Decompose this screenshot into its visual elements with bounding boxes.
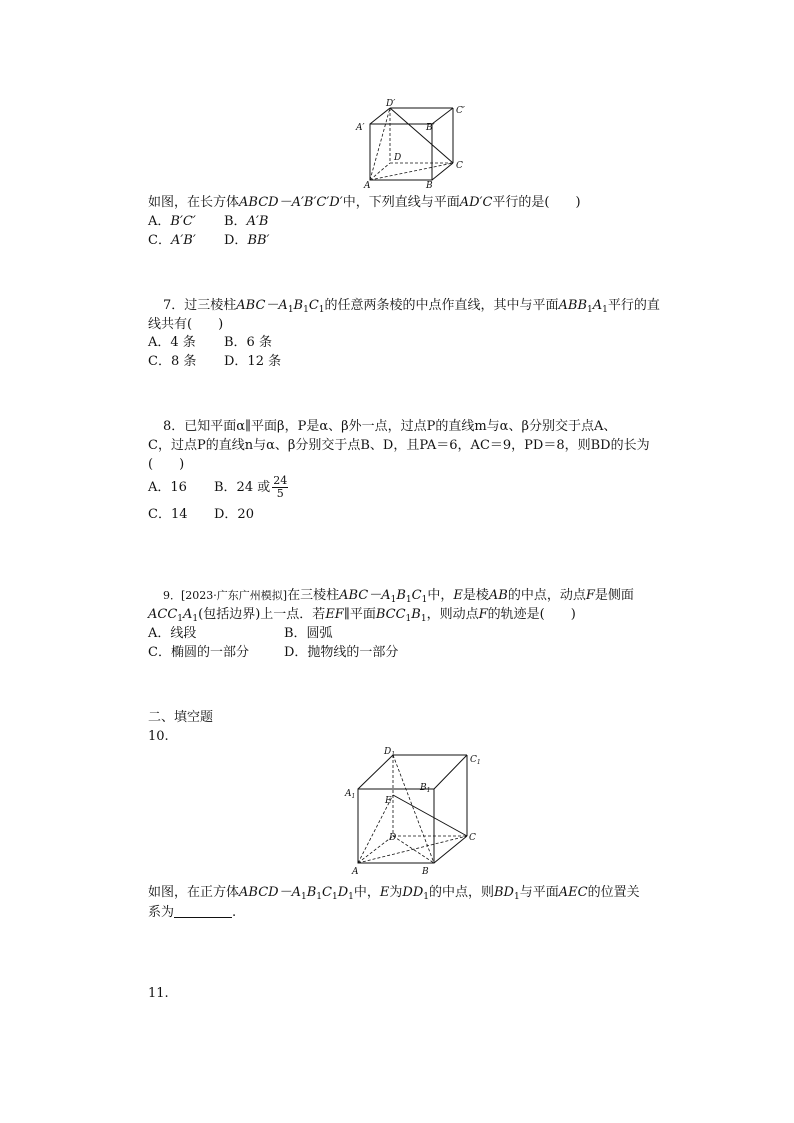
svg-text:D1: $D_1$ (384, 747, 396, 758)
q9-options-cd (148, 643, 398, 662)
q6-options-cd (148, 231, 270, 250)
q11-number: 11. (148, 986, 169, 1001)
q6-stem: 如图，在长方体ABCD－A′B′C′D′中，下列直线与平面AD′C平行的是( ) (148, 195, 581, 210)
svg-text:C1: $C_1$ (470, 755, 481, 766)
q7-option-c[interactable]: C．8 条 (148, 354, 197, 369)
cube-labels (344, 747, 481, 876)
q8-option-a[interactable]: A．16 (148, 480, 187, 495)
q8-options-ab (148, 475, 288, 500)
q8-stem-line1: 8．已知平面α∥平面β，P是α、β外一点，过点P的直线m与α、β分别交于点A、 (163, 419, 617, 434)
label-a: A (364, 181, 371, 191)
q7-option-a[interactable]: A．4 条 (148, 335, 196, 350)
q8-option-d[interactable]: D．20 (214, 507, 254, 522)
svg-text:B: B (422, 867, 429, 876)
svg-text:A: A (352, 867, 359, 876)
q10-stem-line1: 如图，在正方体$ABCD-A_1B_1C_1D_1$中，E为$DD_1$的中点，则$BD_1$与平面AEC的位置关 (148, 885, 640, 902)
q9-option-b[interactable]: B．圆弧 (284, 626, 333, 641)
q7-stem-line1: 7．过三棱柱$ABC-A_1B_1C_1$的任意两条棱的中点作直线，其中与平面$ABB_1A_1$平行的直 (163, 298, 660, 315)
q7-stem-line2: 线共有( ) (148, 317, 224, 332)
q10-number: 10. (148, 729, 169, 744)
svg-text:C: C (469, 833, 476, 843)
q6-option-d[interactable]: D．BB′ (224, 233, 270, 248)
q8-stem-line2: C，过点P的直线n与α、β分别交于点B、D，且PA＝6，AC＝9，PD＝8，则BD的长为 (148, 438, 650, 453)
q7-option-d[interactable]: D．12 条 (224, 354, 282, 369)
q6-options-ab (148, 212, 268, 231)
fraction-24-over-5: $\frac{24}{5}$ (273, 474, 288, 500)
label-a-prime: A′ (356, 123, 365, 133)
label-b-prime: B′ (426, 123, 435, 133)
q6-option-c[interactable]: C．A′B′ (148, 233, 196, 248)
q9-option-a[interactable]: A．线段 (148, 626, 197, 641)
q8-options-cd (148, 505, 254, 524)
label-c-prime: C′ (456, 106, 465, 116)
q8-option-c[interactable]: C．14 (148, 507, 188, 522)
q6-option-b[interactable]: B．A′B (224, 214, 269, 229)
label-d-prime: D′ (386, 99, 396, 109)
q8-option-b[interactable]: B．24 或 $\frac{24}{5}$ (214, 474, 288, 500)
q7-options-ab (148, 333, 272, 352)
svg-text:A1: $A_1$ (345, 789, 356, 800)
q10-stem-line2: 系为 . (148, 905, 237, 920)
cube-figure (336, 744, 488, 876)
label-d: D (394, 153, 402, 163)
q7-option-b[interactable]: B．6 条 (224, 335, 272, 350)
label-b: B (426, 181, 433, 191)
q7-options-cd (148, 352, 281, 371)
q9-stem-line1: 9．[2023·广东广州模拟]在三棱柱$ABC-A_1B_1C_1$中，E是棱AB的中点，动点F是侧面 (163, 588, 634, 605)
q8-stem-line3: ( ) (148, 457, 185, 472)
q9-option-c[interactable]: C．椭圆的一部分 (148, 645, 249, 660)
section-title: 二、填空题 (148, 710, 214, 725)
answer-blank[interactable] (174, 905, 232, 918)
q9-option-d[interactable]: D．抛物线的一部分 (284, 645, 399, 660)
svg-text:D: D (389, 833, 397, 843)
q9-options-ab (148, 624, 333, 643)
svg-text:B1: $B_1$ (420, 783, 431, 794)
q9-stem-line2: $ACC_1A_1$(包括边界)上一点．若EF∥平面$BCC_1B_1$，则动点F的轨迹是( ) (148, 607, 576, 624)
label-c: C (456, 161, 463, 171)
q6-option-a[interactable]: A．B′C′ (148, 214, 196, 229)
cuboid-figure (352, 96, 472, 192)
svg-text:E: E (385, 796, 392, 806)
